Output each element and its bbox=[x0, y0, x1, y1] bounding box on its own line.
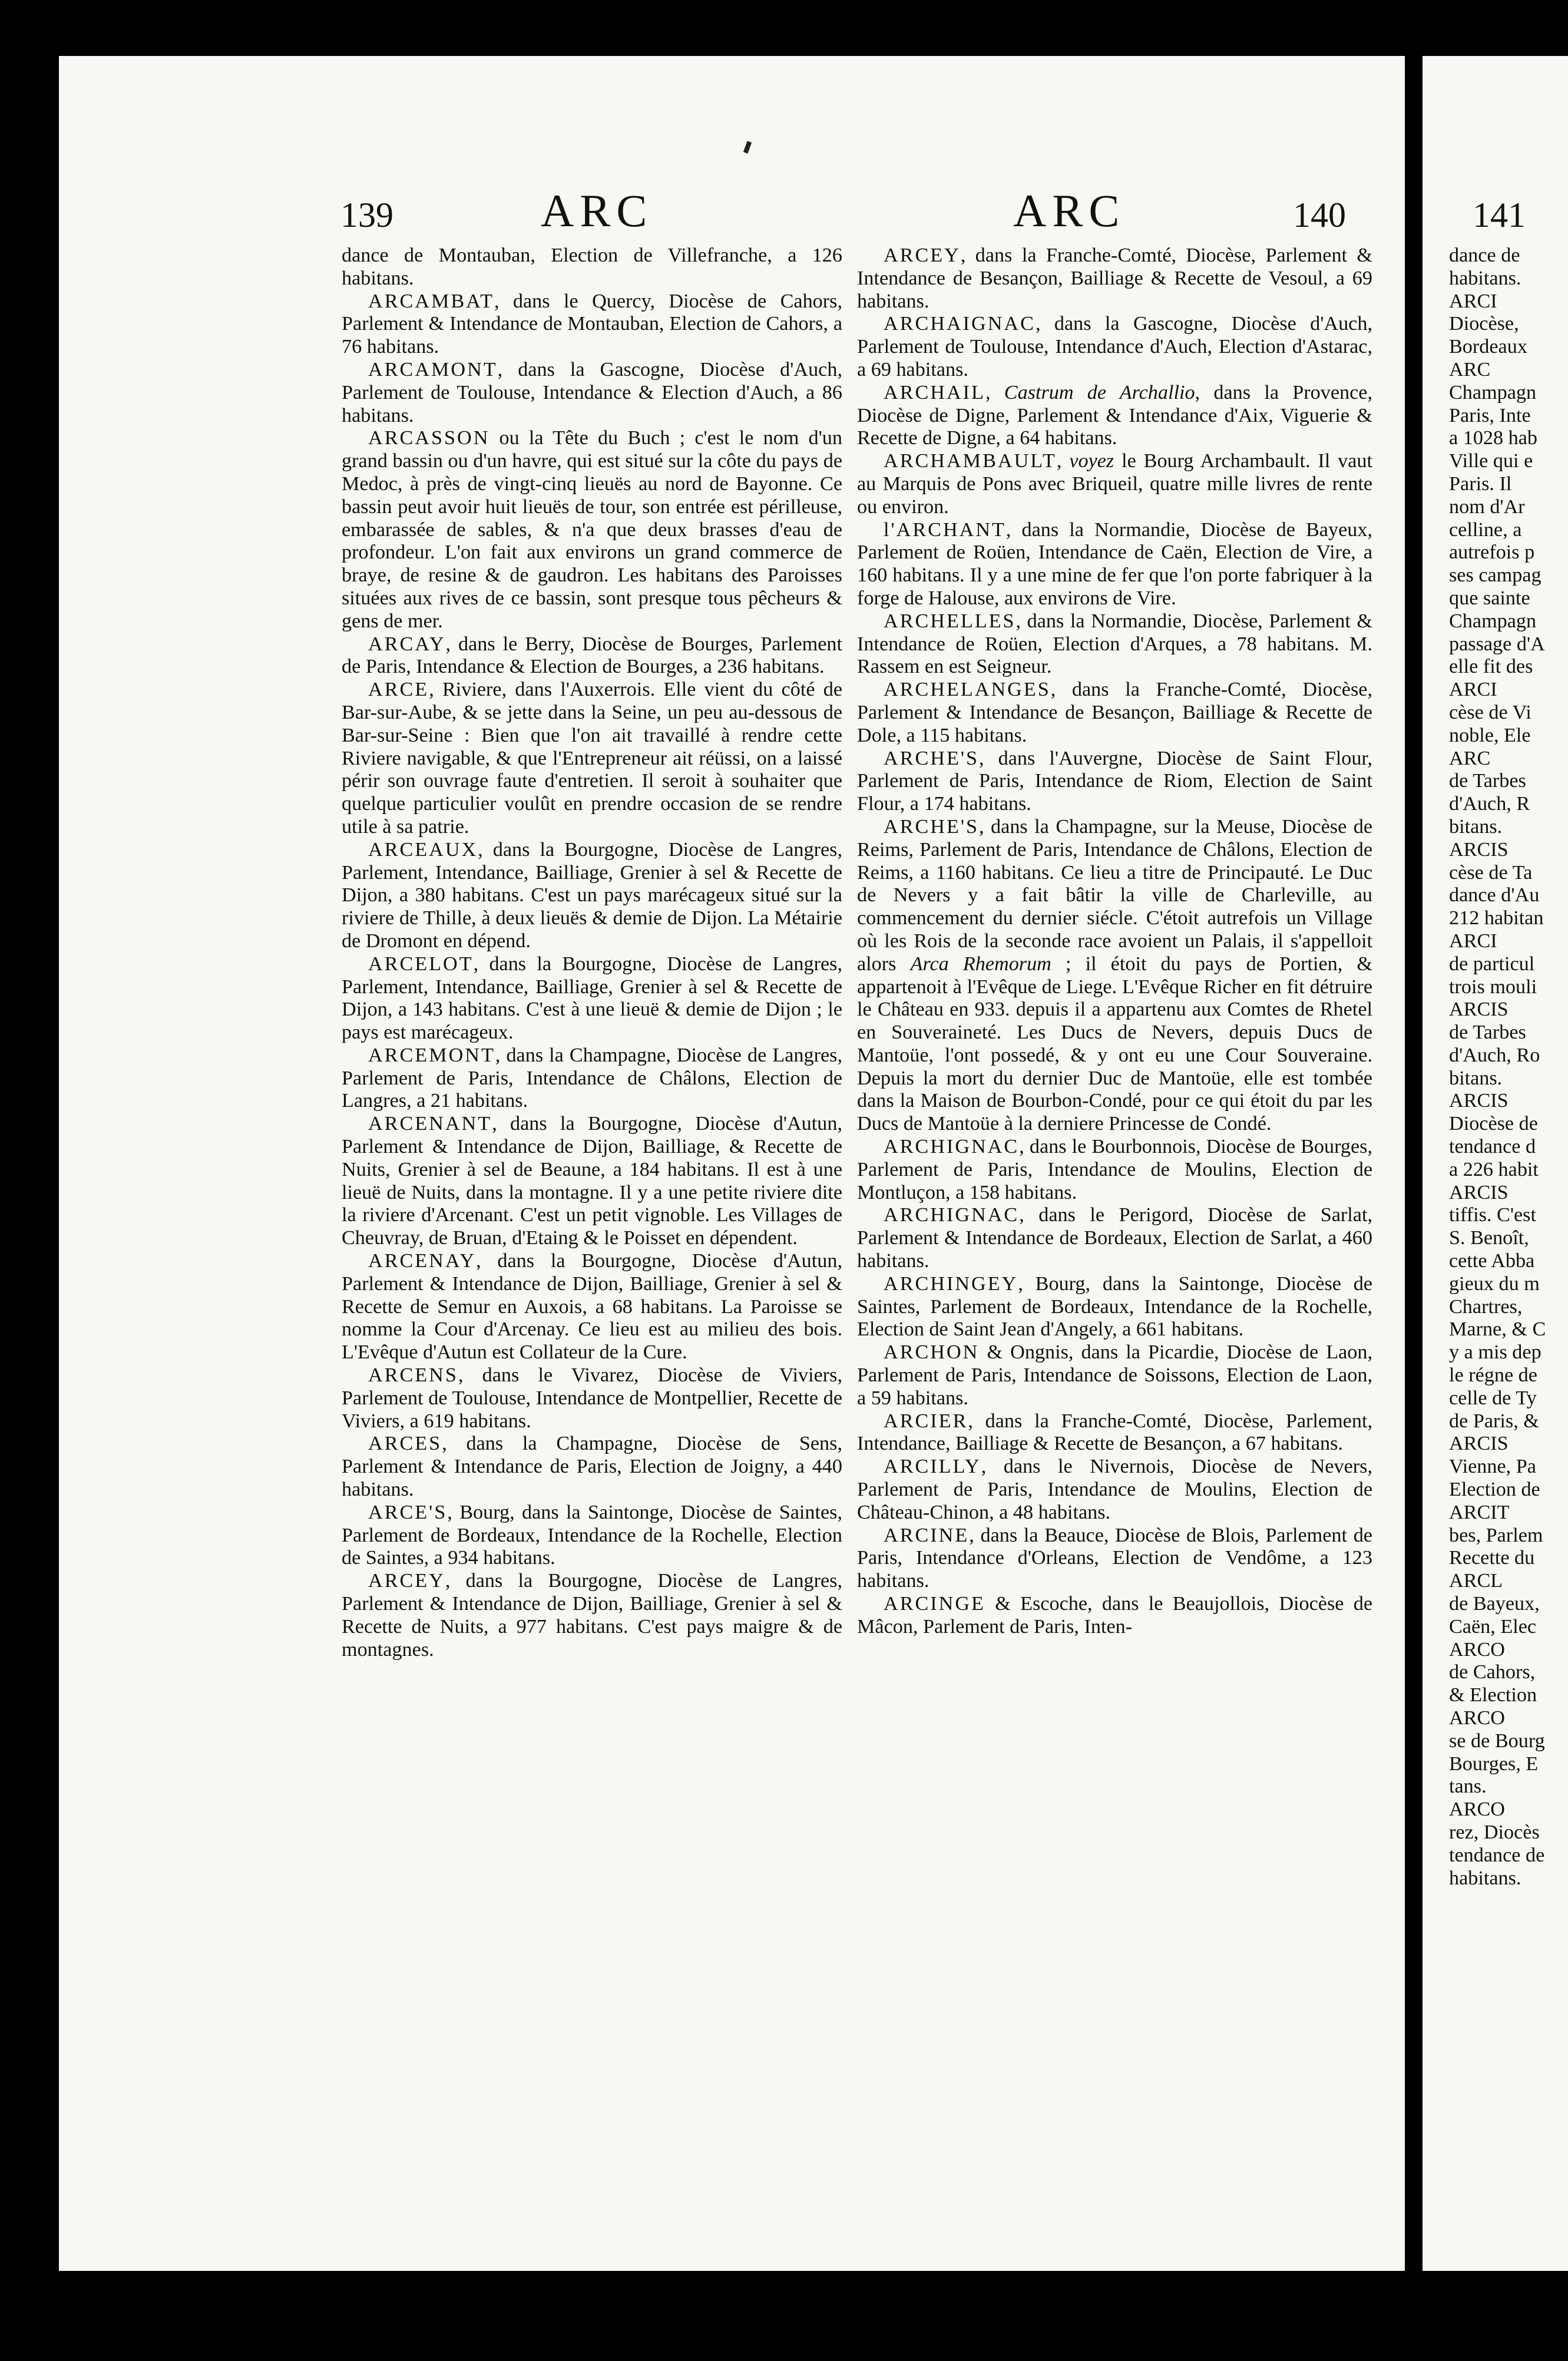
entry-text: , dans la Champagne, sur la Meuse, Diocèse de Reims, Parlement de Paris, Intendance de Châlons, Election de Reims, a 1160 habitans. Ce lieu a titre de Principauté. Le Duc de Nevers y a fait bâtir la ville de Charleville, au commencement du dernier siécle. C'étoit autrefois un Village où les Rois de la seconde race avoient un Palais, il s'appelloit alors bbox=[857, 815, 1372, 975]
cut-off-line: ARCIS bbox=[1449, 1433, 1509, 1455]
dictionary-entry bbox=[342, 679, 842, 839]
entry-headword: ARCHE'S bbox=[884, 747, 980, 769]
cut-off-line: ARC bbox=[1449, 747, 1491, 769]
entry-headword: ARCE'S bbox=[368, 1501, 448, 1523]
cut-off-line: bitans. bbox=[1449, 815, 1503, 838]
dictionary-entry bbox=[342, 1570, 842, 1661]
dictionary-entry bbox=[342, 1502, 842, 1570]
entry-headword: ARCIER bbox=[884, 1410, 968, 1432]
entry-headword: l'ARCHANT bbox=[884, 518, 1006, 541]
dictionary-entry bbox=[342, 1364, 842, 1433]
entry-text: , dans la Bourgogne, Diocèse de Langres, Parlement, Intendance, Bailliage, Grenier à sel & Recette de Dijon, a 143 habitans. C'est à une lieuë & demie de Dijon ; le pays est marécageux. bbox=[342, 953, 842, 1044]
cut-off-line: Vienne, Pa bbox=[1449, 1456, 1536, 1478]
entry-headword: ARCENAY bbox=[368, 1250, 477, 1272]
cut-off-line: autrefois p bbox=[1449, 541, 1535, 564]
dictionary-entry bbox=[857, 382, 1372, 450]
cut-off-line: celline, a bbox=[1449, 518, 1522, 541]
entry-headword: ARCEY bbox=[368, 1570, 445, 1592]
entry-headword: ARCHELANGES bbox=[884, 679, 1051, 701]
cut-off-line: de Paris, & bbox=[1449, 1410, 1539, 1432]
entry-text: , dans le Vivarez, Diocèse de Viviers, Parlement de Toulouse, Intendance de Montpellier, Recette de Viviers, a 619 habitans. bbox=[342, 1364, 842, 1432]
cut-off-line: celle de Ty bbox=[1449, 1387, 1537, 1409]
dictionary-entry bbox=[342, 1113, 842, 1250]
cut-off-line: elle fit des bbox=[1449, 656, 1533, 678]
dictionary-entry bbox=[857, 313, 1372, 381]
entry-text: , dans la Bourgogne, Diocèse de Langres, Parlement, Intendance, Bailliage, Grenier à sel & Recette de Dijon, a 380 habitans. C'est un pays marécageux situé sur la riviere de Thille, à deux lieuës & demie de Dijon. La Métairie de Dromont en dépend. bbox=[342, 838, 842, 952]
entry-text: , dans la Gascogne, Diocèse d'Auch, Parlement de Toulouse, Intendance & Election d'Auch, a 86 habitans. bbox=[342, 358, 842, 426]
entry-headword: ARCEMONT bbox=[368, 1044, 495, 1066]
entry-text: , dans l'Auvergne, Diocèse de Saint Flour, Parlement de Paris, Intendance de Riom, Election de Saint Flour, a 174 habitans. bbox=[857, 747, 1372, 815]
entry-text: , dans la Champagne, Diocèse de Sens, Parlement & Intendance de Paris, Election de Joigny, a 440 habitans. bbox=[342, 1433, 842, 1501]
cut-off-line: Champagn bbox=[1449, 381, 1537, 404]
cut-off-line: ARCI bbox=[1449, 679, 1497, 701]
entry-text: ou la Tête du Buch ; c'est le nom d'un grand bassin ou d'un havre, qui est situé sur la côte du pays de Medoc, à près de vingt-cinq lieuës au nord de Bayonne. Ce bassin peut avoir huit lieuës de tour, son entrée est périlleuse, embarassée de sables, & n'a que deux brasses d'eau de profondeur. L'on fait aux environs un grand commerce de braye, de resine & de gaudron. Les habitans des Paroisses situées aux rives de ce bassin, sont presque tous pêcheurs & gens de mer. bbox=[342, 427, 842, 632]
dictionary-entry bbox=[857, 816, 1372, 1136]
cut-off-line: & Election bbox=[1449, 1684, 1537, 1707]
entry-text: , dans la Champagne, Diocèse de Langres, Parlement de Paris, Intendance de Châlons, Election de Langres, a 21 habitans. bbox=[342, 1044, 842, 1112]
cut-off-line: ARCIS bbox=[1449, 1090, 1509, 1112]
left-running-head: ARC bbox=[541, 185, 653, 236]
cut-off-line: dance de bbox=[1449, 244, 1520, 266]
cut-off-line: passage d'A bbox=[1449, 633, 1545, 655]
entry-headword: ARCHINGEY bbox=[884, 1272, 1018, 1295]
cut-off-line: ARCIS bbox=[1449, 838, 1509, 861]
entry-text: dance de Montauban, Election de Villefranche, a 126 habitans. bbox=[342, 244, 842, 289]
dictionary-entry bbox=[857, 519, 1372, 610]
entry-text: , dans la Provence, Diocèse de Digne, Parlement & Intendance d'Aix, Viguerie & Recette de Digne, a 64 habitans. bbox=[857, 381, 1373, 449]
entry-headword: ARCHELLES bbox=[884, 610, 1016, 632]
entry-italic: Arca Rhemorum bbox=[910, 953, 1051, 975]
cut-off-line: S. Benoît, bbox=[1449, 1227, 1529, 1249]
cut-off-line: Champagn bbox=[1449, 610, 1537, 632]
cut-off-line: Marne, & C bbox=[1449, 1318, 1546, 1341]
cut-off-line: ses campag bbox=[1449, 564, 1541, 587]
cut-off-line: a 1028 hab bbox=[1449, 427, 1538, 449]
cut-off-line: tiffis. C'est bbox=[1449, 1204, 1536, 1226]
cut-off-line: 212 habitan bbox=[1449, 907, 1544, 930]
cut-off-line: tans. bbox=[1449, 1775, 1487, 1798]
cut-off-line: cette Abba bbox=[1449, 1250, 1535, 1272]
entry-text: , dans la Bourgogne, Diocèse de Langres, Parlement & Intendance de Dijon, Bailliage, Grenier à sel & Recette de Nuits, a 977 habitans. C'est pays maigre & de montagnes. bbox=[342, 1570, 842, 1661]
entry-text: , dans la Bourgogne, Diocèse d'Autun, Parlement & Intendance de Dijon, Bailliage, Grenier à sel & Recette de Semur en Auxois, a 68 habitans. La Paroisse se nomme la Cour d'Arcenay. Ce lieu est au milieu des bois. L'Evêque d'Autun est Collateur de la Cure. bbox=[342, 1250, 842, 1364]
cut-off-line: Caën, Elec bbox=[1449, 1615, 1537, 1638]
entry-headword: ARCASSON bbox=[368, 427, 490, 449]
cut-off-line: de Cahors, bbox=[1449, 1661, 1536, 1684]
entry-text: , dans la Beauce, Diocèse de Blois, Parlement de Paris, Intendance d'Orleans, Election de Vendôme, a 123 habitans. bbox=[857, 1524, 1372, 1592]
cut-off-line: ARCIS bbox=[1449, 998, 1509, 1021]
entry-headword: ARCE bbox=[368, 679, 429, 701]
entry-text: , bbox=[1056, 450, 1070, 472]
cut-off-line: dance d'Au bbox=[1449, 884, 1540, 907]
dictionary-entry bbox=[857, 450, 1372, 518]
dictionary-entry bbox=[857, 679, 1372, 747]
cut-off-line: de Tarbes bbox=[1449, 770, 1526, 792]
entry-headword: ARCINGE bbox=[884, 1593, 985, 1615]
cut-off-line: Diocèse, bbox=[1449, 313, 1519, 335]
entry-headword: ARCHAIGNAC bbox=[884, 313, 1036, 335]
dictionary-entry bbox=[857, 748, 1372, 816]
entry-text: , dans la Normandie, Diocèse de Bayeux, Parlement de Roüen, Intendance de Caën, Election de Vire, a 160 habitans. Il y a une mine de fer que l'on porte fabriquer à la forge de Halouse, aux environs de Vire. bbox=[857, 518, 1372, 609]
entry-headword: ARCHIGNAC bbox=[884, 1204, 1020, 1226]
dictionary-entry bbox=[342, 359, 842, 427]
cut-off-line: ARCIS bbox=[1449, 1181, 1509, 1203]
cut-off-line: gieux du m bbox=[1449, 1272, 1540, 1295]
cut-off-line: que sainte bbox=[1449, 587, 1530, 609]
cut-off-line: ARCI bbox=[1449, 930, 1497, 952]
dictionary-entry bbox=[857, 1410, 1372, 1456]
dictionary-entry bbox=[857, 1273, 1372, 1341]
entry-headword: ARCILLY bbox=[884, 1456, 981, 1478]
entry-headword: ARCENANT bbox=[368, 1113, 492, 1135]
dictionary-entry bbox=[857, 1456, 1372, 1524]
dictionary-entry bbox=[342, 1044, 842, 1113]
dictionary-entry bbox=[857, 1525, 1372, 1593]
entry-text: le Bourg Archambault. Il vaut au Marquis de Pons avec Briqueil, quatre mille livres de rente ou environ. bbox=[857, 450, 1372, 518]
entry-headword: ARCAMBAT bbox=[368, 290, 494, 312]
cut-off-line: de Tarbes bbox=[1449, 1021, 1526, 1044]
entry-text: , dans la Franche-Comté, Diocèse, Parlement & Intendance de Besançon, Bailliage & Recette de Vesoul, a 69 habitans. bbox=[857, 244, 1372, 312]
entry-headword: ARCHAIL bbox=[884, 381, 985, 404]
right-running-head: ARC bbox=[1013, 185, 1126, 236]
entry-headword: ARCHE'S bbox=[884, 815, 980, 838]
entry-headword: ARCEAUX bbox=[368, 838, 478, 861]
entry-text: , Bourg, dans la Saintonge, Diocèse de Saintes, Parlement de Bordeaux, Intendance de la Rochelle, Election de Saintes, a 934 habitans. bbox=[342, 1501, 842, 1569]
cut-off-line: cèse de Vi bbox=[1449, 701, 1531, 723]
cut-off-line: Paris, Inte bbox=[1449, 404, 1531, 426]
dictionary-entry bbox=[857, 1341, 1372, 1410]
dictionary-entry bbox=[342, 1250, 842, 1364]
entry-text: , dans la Franche-Comté, Diocèse, Parlement, Intendance, Bailliage & Recette de Besançon, a 67 habitans. bbox=[857, 1410, 1372, 1455]
dictionary-entry bbox=[857, 1136, 1372, 1204]
dictionary-entry bbox=[342, 427, 842, 633]
cut-off-line: bitans. bbox=[1449, 1067, 1503, 1089]
dictionary-entry bbox=[857, 610, 1372, 679]
cut-off-line: ARCO bbox=[1449, 1707, 1505, 1729]
cut-off-line: Recette du bbox=[1449, 1547, 1535, 1569]
entry-headword: ARCES bbox=[368, 1433, 442, 1455]
cut-off-line: d'Auch, R bbox=[1449, 793, 1530, 815]
entry-headword: ARCINE bbox=[884, 1524, 970, 1546]
dictionary-entry bbox=[857, 1593, 1372, 1639]
entry-text: , Bourg, dans la Saintonge, Diocèse de Saintes, Parlement de Bordeaux, Intendance de la Rochelle, Election de Saint Jean d'Angely, a 661 habitans. bbox=[857, 1272, 1372, 1341]
entry-italic: voyez bbox=[1069, 450, 1114, 472]
entry-headword: ARCHAMBAULT bbox=[884, 450, 1057, 472]
cut-off-line: noble, Ele bbox=[1449, 724, 1531, 746]
dictionary-entry bbox=[342, 244, 842, 290]
cut-off-line: se de Bourg bbox=[1449, 1730, 1545, 1752]
entry-headword: ARCAMONT bbox=[368, 358, 498, 381]
cut-off-line: ARCI bbox=[1449, 290, 1497, 312]
cut-off-line: habitans. bbox=[1449, 1867, 1521, 1889]
cut-off-line: d'Auch, Ro bbox=[1449, 1044, 1540, 1066]
right-column-fragment bbox=[1449, 244, 1568, 1890]
cut-off-line: y a mis dep bbox=[1449, 1341, 1541, 1364]
cut-off-line: Bordeaux bbox=[1449, 336, 1527, 358]
dictionary-entry bbox=[342, 839, 842, 953]
cut-off-line: tendance de bbox=[1449, 1844, 1545, 1866]
entry-text: & Escoche, dans le Beaujollois, Diocèse de Mâcon, Parlement de Paris, Inten- bbox=[857, 1593, 1372, 1638]
left-page-number: 139 bbox=[340, 196, 393, 234]
entry-text: ; il étoit du pays de Portien, & appartenoit à l'Evêque de Liege. L'Evêque Richer en fit détruire le Château en 933. depuis il a appartenu aux Comtes de Rhetel en Souveraineté. Les Ducs de Nevers, depuis Ducs de Mantoüe, l'ont possedé, & y ont eu une Cour Souveraine. Depuis la mort du dernier Duc de Mantoüe, elle est tombée dans la Maison de Bourbon-Condé, pour ce qui étoit du par les Ducs de Mantoüe à la derniere Princesse de Condé. bbox=[857, 953, 1372, 1135]
cut-off-line: a 226 habit bbox=[1449, 1158, 1539, 1180]
cut-off-line: de particul bbox=[1449, 953, 1535, 975]
right-page-number: 140 bbox=[1293, 196, 1346, 234]
cut-off-line: Chartres, bbox=[1449, 1295, 1523, 1318]
cut-off-line: rez, Diocès bbox=[1449, 1821, 1540, 1843]
cut-off-line: tendance d bbox=[1449, 1136, 1536, 1158]
cut-off-line: Paris. Il bbox=[1449, 472, 1512, 495]
dictionary-entry bbox=[857, 244, 1372, 313]
cut-off-line: ARCL bbox=[1449, 1570, 1503, 1592]
entry-headword: ARCHIGNAC bbox=[884, 1136, 1020, 1158]
cut-off-line: ARCO bbox=[1449, 1638, 1505, 1661]
dictionary-entry bbox=[342, 1433, 842, 1501]
far-page-number: 141 bbox=[1473, 196, 1526, 234]
dictionary-entry bbox=[342, 290, 842, 359]
middle-column bbox=[857, 244, 1372, 1639]
dictionary-entry bbox=[857, 1204, 1372, 1272]
cut-off-line: Diocèse de bbox=[1449, 1113, 1538, 1135]
entry-headword: ARCENS bbox=[368, 1364, 458, 1387]
cut-off-line: ARC bbox=[1449, 358, 1491, 381]
entry-headword: ARCAY bbox=[368, 633, 446, 655]
cut-off-line: de Bayeux, bbox=[1449, 1593, 1540, 1615]
entry-text: , dans le Perigord, Diocèse de Sarlat, Parlement & Intendance de Bordeaux, Election de Sarlat, a 460 habitans. bbox=[857, 1204, 1372, 1272]
entry-italic: Castrum de Archallio bbox=[1004, 381, 1195, 404]
cut-off-line: habitans. bbox=[1449, 267, 1521, 289]
entry-text: , dans la Franche-Comté, Diocèse, Parlement & Intendance de Besançon, Bailliage & Recette de Dole, a 115 habitans. bbox=[857, 679, 1372, 746]
cut-off-line: Bourges, E bbox=[1449, 1752, 1539, 1775]
entry-text: , dans le Bourbonnois, Diocèse de Bourges, Parlement de Paris, Intendance de Moulins, Election de Montluçon, a 158 habitans. bbox=[857, 1136, 1372, 1203]
cut-off-line: trois mouli bbox=[1449, 976, 1537, 998]
cut-off-line: ARCO bbox=[1449, 1798, 1505, 1821]
entry-text: , dans la Bourgogne, Diocèse d'Autun, Parlement & Intendance de Dijon, Bailliage, & Recette de Nuits, Grenier à sel de Beaune, a 184 habitans. Il est à une lieuë de Nuits, dans la montagne. Il y a une petite riviere dite la riviere d'Arcenant. C'est un petit vignoble. Les Villages de Cheuvray, de Bruan, d'Etaing & le Poisset en dépendent. bbox=[342, 1113, 842, 1249]
entry-text: , Riviere, dans l'Auxerrois. Elle vient du côté de Bar-sur-Aube, & se jette dans la Seine, un peu au-dessous de Bar-sur-Seine : Bien que l'on ait travaillé à rendre cette Riviere navigable, & que l'Entrepreneur ait réüssi, on a laissé périr son ouvrage faute d'entretien. Il seroit à souhaiter que quelque particulier voulût en prendre occasion de se rendre utile à sa patrie. bbox=[342, 679, 842, 838]
cut-off-line: cèse de Ta bbox=[1449, 861, 1533, 884]
cut-off-line: bes, Parlem bbox=[1449, 1524, 1543, 1546]
cut-off-line: nom d'Ar bbox=[1449, 495, 1525, 518]
entry-text: , bbox=[985, 381, 1004, 404]
entry-text: , dans le Berry, Diocèse de Bourges, Parlement de Paris, Intendance & Election de Bourges, a 236 habitans. bbox=[342, 633, 842, 678]
left-column bbox=[342, 244, 842, 1661]
entry-headword: ARCEY bbox=[884, 244, 961, 266]
entry-text: , dans la Gascogne, Diocèse d'Auch, Parlement de Toulouse, Intendance d'Auch, Election d'Astarac, a 69 habitans. bbox=[857, 313, 1372, 381]
cut-off-line: ARCIT bbox=[1449, 1501, 1510, 1523]
dictionary-entry bbox=[342, 633, 842, 679]
page-gutter bbox=[1405, 56, 1423, 2271]
entry-text: , dans le Nivernois, Diocèse de Nevers, Parlement de Paris, Intendance de Moulins, Election de Château-Chinon, a 48 habitans. bbox=[857, 1456, 1372, 1523]
cut-off-line: Ville qui e bbox=[1449, 450, 1533, 472]
entry-text: , dans le Quercy, Diocèse de Cahors, Parlement & Intendance de Montauban, Election de Cahors, a 76 habitans. bbox=[342, 290, 842, 358]
dictionary-entry bbox=[342, 953, 842, 1044]
entry-headword: ARCHON bbox=[884, 1341, 980, 1364]
cut-off-line: Election de bbox=[1449, 1479, 1540, 1501]
entry-text: & Ongnis, dans la Picardie, Diocèse de Laon, Parlement de Paris, Intendance de Soissons, Election de Laon, a 59 habitans. bbox=[857, 1341, 1372, 1409]
entry-text: , dans la Normandie, Diocèse, Parlement & Intendance de Roüen, Election d'Arques, a 78 habitans. M. Rassem en est Seigneur. bbox=[857, 610, 1372, 678]
cut-off-line: le régne de bbox=[1449, 1364, 1537, 1387]
entry-headword: ARCELOT bbox=[368, 953, 474, 975]
